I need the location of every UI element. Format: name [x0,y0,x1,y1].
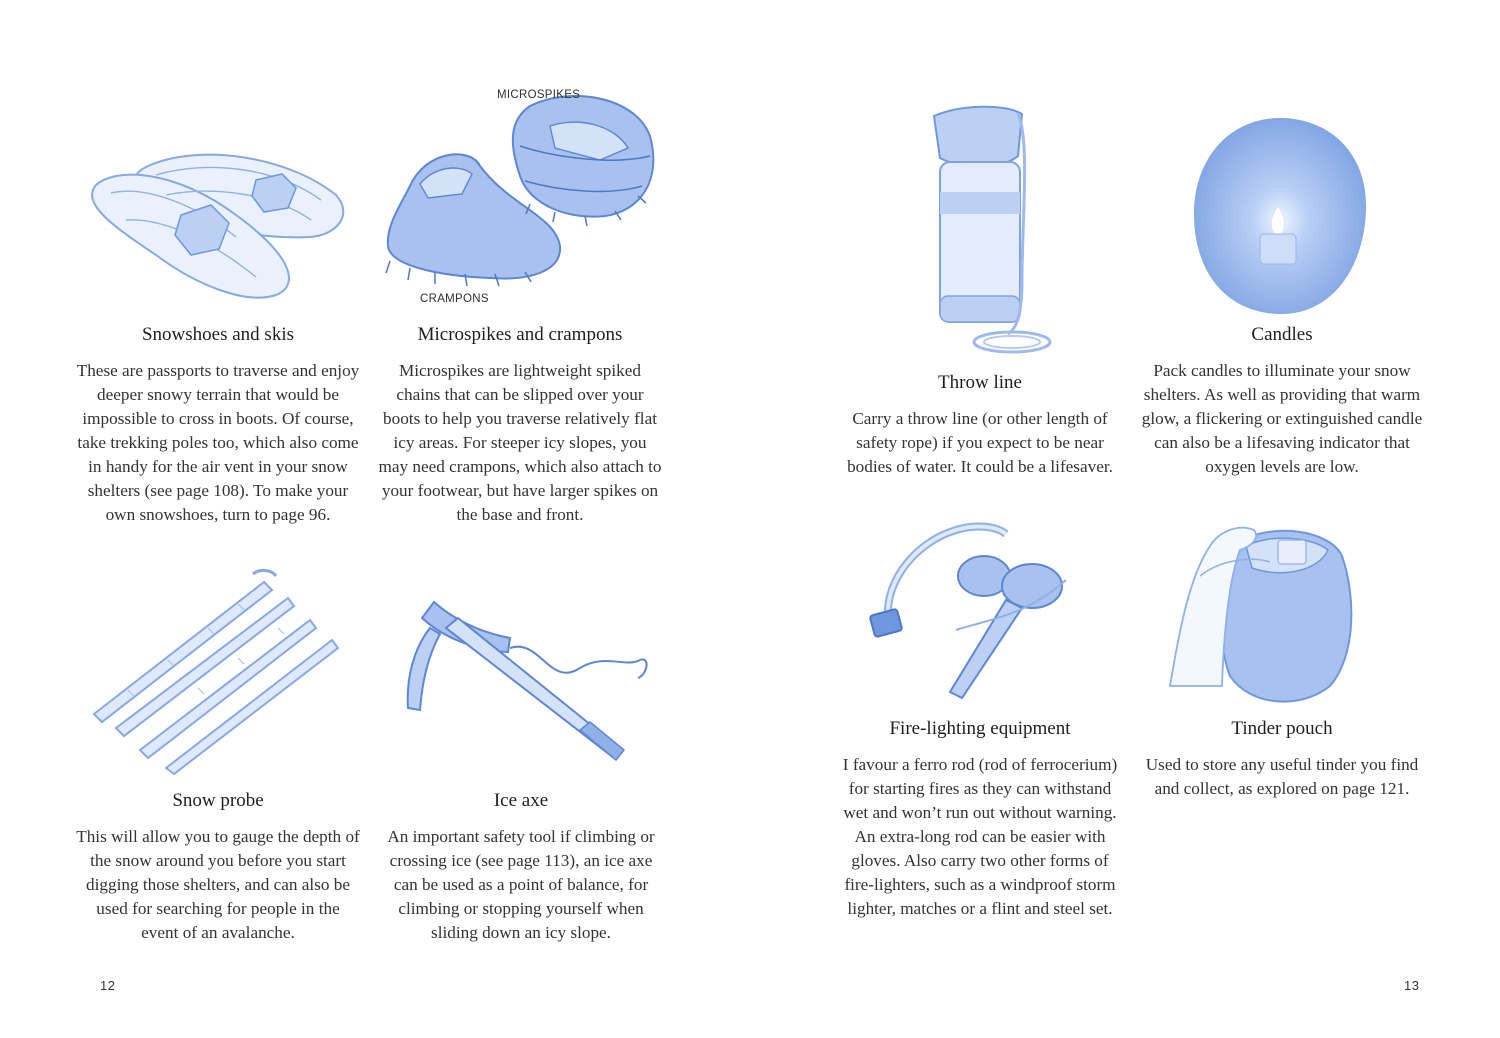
fire-lighting-illustration [866,520,1082,700]
snow-probe-illustration [88,568,348,778]
snowshoes-item [76,323,360,527]
microspikes-item [378,323,662,527]
tinder-pouch-item [1139,717,1425,801]
microspikes-title: Microspikes and crampons [417,324,623,345]
tinder-pouch-body: Used to store any useful tinder you find and collect, as explored on page 121. [1145,755,1419,798]
snow-probe-body: This will allow you to gauge the depth of the snow around you before you start digging those shelters, and can also be used for searching for people in the event of an avalanche. [76,827,360,942]
fire-lighting-body: I favour a ferro rod (rod of ferrocerium) for starting fires as they can withstand wet and won’t run out without warning. An extra-long rod can be easier with gloves. Also carry two other forms of fire-lighters, such as a windproof storm lighter, matches or a flint and steel set. [842,755,1118,918]
candle-illustration [1190,110,1370,322]
tinder-pouch-illustration [1160,516,1360,710]
ice-axe-illustration [400,598,650,770]
fire-lighting-title: Fire-lighting equipment [889,718,1071,739]
fire-lighting-item [836,717,1124,921]
tinder-pouch-title: Tinder pouch [1231,718,1333,739]
page-number-right: 13 [1404,978,1420,993]
microspikes-body: Microspikes are lightweight spiked chains that can be slipped over your boots to help you traverse relatively flat icy areas. For steeper icy slopes, you may need crampons, which also attach to your footwear, but have larger spikes on the base and front. [378,361,662,524]
throw-line-item [836,371,1124,479]
microspikes-crampons-illustration [380,86,662,286]
candles-item [1139,323,1425,479]
throw-line-title: Throw line [938,372,1022,393]
crampons-label: CRAMPONS [420,293,489,305]
ice-axe-title: Ice axe [493,790,549,811]
throw-line-illustration [922,100,1062,362]
microspikes-label: MICROSPIKES [497,89,581,101]
snow-probe-title: Snow probe [172,790,264,811]
snowshoes-body: These are passports to traverse and enjoy deeper snowy terrain that would be impossible to cross in boots. Of course, take trekking poles too, which also come in handy for the air vent in your snow shelters (see page 108). To make your own snowshoes, turn to page 96. [76,361,360,524]
candles-body: Pack candles to illuminate your snow shelters. As well as providing that warm glow, a flickering or extinguished candle can also be a lifesaving indicator that oxygen levels are low. [1141,361,1423,476]
throw-line-body: Carry a throw line (or other length of safety rope) if you expect to be near bodies of water. It could be a lifesaver. [847,409,1113,476]
page-number-left: 12 [100,978,116,993]
ice-axe-item [376,789,666,945]
ice-axe-body: An important safety tool if climbing or crossing ice (see page 113), an ice axe can be used as a point of balance, for climbing or stopping yourself when sliding down an icy slope. [387,827,655,942]
snow-probe-item [76,789,360,945]
candles-title: Candles [1251,324,1313,345]
snowshoes-title: Snowshoes and skis [141,324,294,345]
snowshoes-illustration [86,145,354,305]
